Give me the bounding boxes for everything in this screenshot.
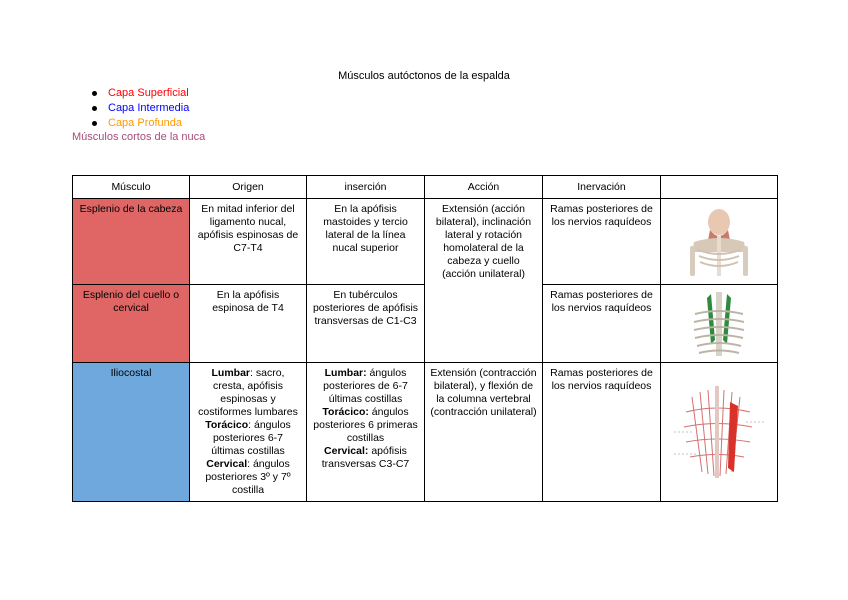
bullet-icon bbox=[92, 106, 97, 111]
subheading: Músculos cortos de la nuca bbox=[72, 131, 206, 143]
cell-image bbox=[661, 199, 778, 285]
cell-origin bbox=[190, 363, 307, 502]
document-title: Músculos autóctonos de la espalda bbox=[338, 70, 510, 82]
text-toracico: ángulos posteriores 6 primeras costillas bbox=[313, 406, 418, 444]
cell-insertion: En tubérculos posteriores de apófisis transversas de C1-C3 bbox=[307, 285, 425, 363]
label-lumbar: Lumbar bbox=[211, 367, 251, 379]
header-inervacion: Inervación bbox=[543, 176, 661, 199]
header-accion: Acción bbox=[425, 176, 543, 199]
table-row bbox=[73, 199, 778, 285]
label-cervical: Cervical bbox=[206, 458, 248, 470]
cell-image bbox=[661, 363, 778, 502]
header-musculo: Músculo bbox=[73, 176, 190, 199]
muscle-table bbox=[72, 175, 778, 502]
text-cervical: apófisis transversas C3-C7 bbox=[321, 445, 410, 470]
header-insercion: inserción bbox=[307, 176, 425, 199]
cell-origin: En mitad inferior del ligamento nucal, apófisis espinosas de C7-T4 bbox=[190, 199, 307, 285]
label-lumbar: Lumbar: bbox=[324, 367, 367, 379]
cell-action: Extensión (acción bilateral), inclinación lateral y rotación homolateral de la cabeza y cuello (acción unilateral) bbox=[425, 199, 543, 363]
header-image bbox=[661, 176, 778, 199]
cell-insertion bbox=[307, 363, 425, 502]
cell-innervation: Ramas posteriores de los nervios raquídeos bbox=[543, 285, 661, 363]
bullet-icon bbox=[92, 91, 97, 96]
cell-origin: En la apófisis espinosa de T4 bbox=[190, 285, 307, 363]
table-row bbox=[73, 363, 778, 502]
iliocostal-back-anatomy-image bbox=[672, 382, 767, 482]
legend-item-profunda: Capa Profunda bbox=[92, 116, 189, 131]
header-origen: Origen bbox=[190, 176, 307, 199]
legend-item-intermedia: Capa Intermedia bbox=[92, 101, 189, 116]
legend-item-superficial: Capa Superficial bbox=[92, 86, 189, 101]
cell-insertion: En la apófisis mastoides y tercio lateral de la línea nucal superior bbox=[307, 199, 425, 285]
back-of-head-neck-anatomy-image bbox=[684, 206, 754, 278]
cell-innervation: Ramas posteriores de los nervios raquídeos bbox=[543, 363, 661, 502]
cell-muscle: Iliocostal bbox=[73, 363, 190, 502]
cell-muscle: Esplenio de la cabeza bbox=[73, 199, 190, 285]
text-lumbar: ángulos posteriores de 6-7 últimas costillas bbox=[323, 367, 408, 405]
text-lumbar: : sacro, cresta, apófisis espinosas y costiformes lumbares bbox=[198, 367, 298, 418]
table-header-row bbox=[73, 176, 778, 199]
cell-innervation: Ramas posteriores de los nervios raquídeos bbox=[543, 199, 661, 285]
layer-legend bbox=[92, 86, 189, 131]
text-cervical: : ángulos posteriores 3º y 7º costilla bbox=[205, 458, 291, 496]
bullet-icon bbox=[92, 121, 97, 126]
cell-muscle: Esplenio del cuello o cervical bbox=[73, 285, 190, 363]
label-toracico: Torácico: bbox=[322, 406, 369, 418]
cervical-spine-muscle-anatomy-image bbox=[689, 290, 749, 358]
label-toracico: Torácico bbox=[205, 419, 249, 431]
text-toracico: : ángulos posteriores 6-7 últimas costillas bbox=[211, 419, 291, 457]
cell-action: Extensión (contracción bilateral), y flexión de la columna vertebral (contracción unilateral) bbox=[425, 363, 543, 502]
cell-image bbox=[661, 285, 778, 363]
label-cervical: Cervical: bbox=[324, 445, 369, 457]
